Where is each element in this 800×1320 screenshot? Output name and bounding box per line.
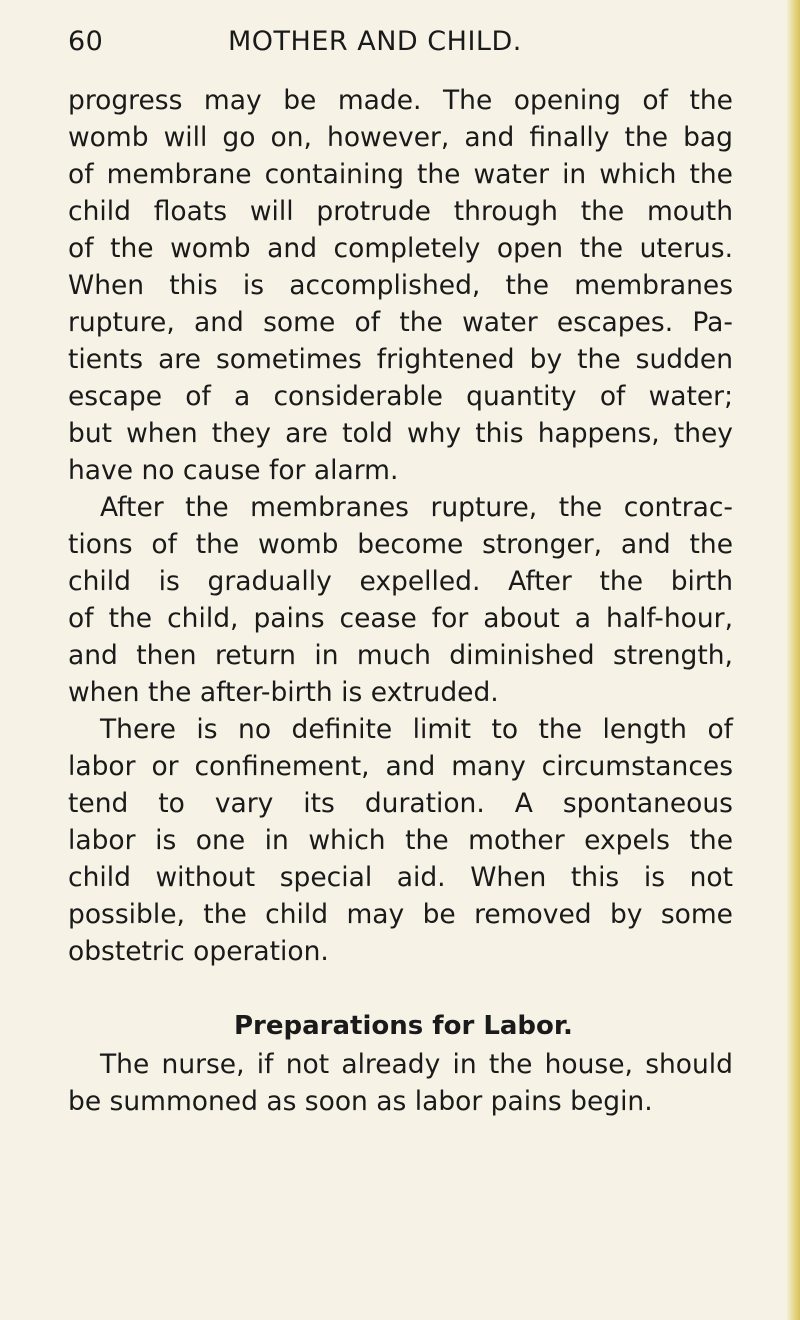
text-line: progress may be made. The opening of the bbox=[68, 85, 733, 116]
text-line: The nurse, if not already in the house, should bbox=[100, 1049, 733, 1080]
text-line: There is no definite limit to the length of bbox=[100, 714, 733, 745]
text-line: rupture, and some of the water escapes. Pa- bbox=[68, 307, 733, 338]
text-line: After the membranes rupture, the contrac- bbox=[100, 492, 733, 523]
page-number: 60 bbox=[68, 26, 104, 57]
text-line: tions of the womb become stronger, and the bbox=[68, 529, 733, 560]
text-line: child floats will protrude through the mouth bbox=[68, 196, 733, 227]
text-line: When this is accomplished, the membranes bbox=[68, 270, 733, 301]
text-line: child without special aid. When this is not bbox=[68, 862, 733, 893]
text-line: of membrane containing the water in which the bbox=[68, 159, 733, 190]
text-line: tients are sometimes frightened by the sudden bbox=[68, 344, 733, 375]
body-text bbox=[68, 82, 733, 1120]
text-line: but when they are told why this happens, they bbox=[68, 418, 733, 449]
running-header bbox=[68, 26, 733, 70]
text-line: and then return in much diminished strength, bbox=[68, 640, 733, 671]
text-line: possible, the child may be removed by some bbox=[68, 899, 733, 930]
text-line: labor or confinement, and many circumstances bbox=[68, 751, 733, 782]
text-line: womb will go on, however, and finally the bag bbox=[68, 122, 733, 153]
section-heading: Preparations for Labor. bbox=[234, 1011, 573, 1041]
page-edge-shadow bbox=[786, 0, 800, 1320]
text-line: labor is one in which the mother expels the bbox=[68, 825, 733, 856]
text-line: child is gradually expelled. After the birth bbox=[68, 566, 733, 597]
text-line: tend to vary its duration. A spontaneous bbox=[68, 788, 733, 819]
text-line: escape of a considerable quantity of water; bbox=[68, 381, 733, 412]
text-line: of the child, pains cease for about a half-hour, bbox=[68, 603, 733, 634]
text-line: be summoned as soon as labor pains begin. bbox=[68, 1086, 653, 1117]
text-line: of the womb and completely open the uterus. bbox=[68, 233, 733, 264]
running-title: MOTHER AND CHILD. bbox=[228, 26, 522, 57]
text-line: when the after-birth is extruded. bbox=[68, 677, 499, 708]
text-line: obstetric operation. bbox=[68, 936, 329, 967]
text-line: have no cause for alarm. bbox=[68, 455, 399, 486]
